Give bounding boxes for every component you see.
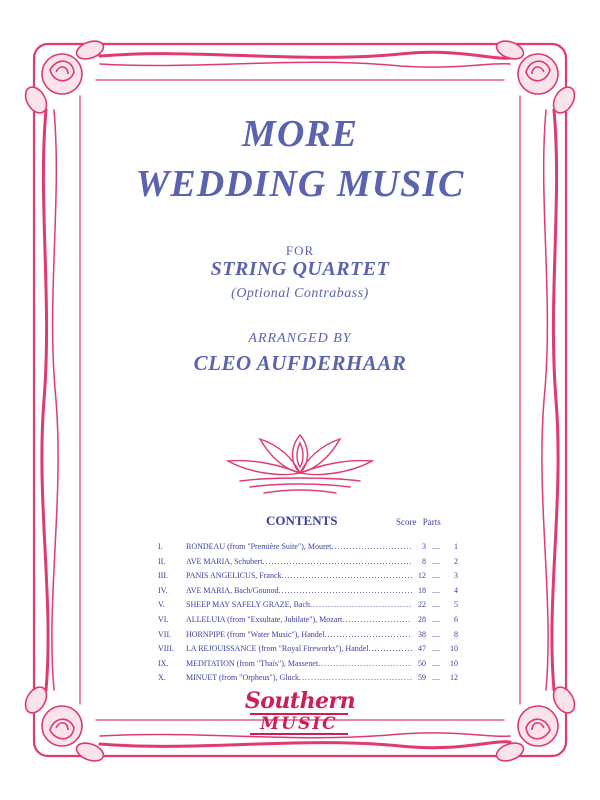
parts-page: 8	[454, 629, 458, 639]
score-parts-header: Score Parts	[396, 517, 441, 527]
dot-leader	[369, 644, 412, 653]
dot-separator	[426, 557, 446, 566]
movement-title: LA REJOUISSANCE (from "Royal Fireworks"), Handel	[186, 644, 369, 654]
contents-row	[158, 644, 458, 659]
movement-title: PANIS ANGELICUS, Franck	[186, 571, 282, 581]
movement-number: I.	[158, 542, 163, 551]
parts-page: 3	[454, 571, 458, 581]
parts-page: 4	[454, 585, 458, 595]
optional-instrument-label: (Optional Contrabass)	[231, 286, 369, 301]
dot-separator	[426, 673, 446, 682]
dot-separator	[426, 644, 446, 653]
publisher-logo-line2: MUSIC	[250, 713, 348, 735]
publisher-logo	[244, 688, 356, 740]
title-line-2: WEDDING MUSIC	[135, 163, 465, 205]
movement-number: IX.	[158, 658, 169, 668]
parts-page: 2	[454, 556, 458, 566]
movement-number: VII.	[158, 629, 172, 639]
publisher-logo-line1: Southern	[244, 688, 356, 714]
dot-separator	[426, 586, 446, 595]
dot-separator	[426, 630, 446, 639]
movement-title: MEDITATION (from "Thaïs"), Massenet	[186, 658, 319, 668]
arranger-name: CLEO AUFDERHAAR	[193, 351, 407, 375]
dot-separator	[426, 615, 446, 624]
score-page: 12	[418, 571, 426, 581]
contents-heading: CONTENTS	[266, 513, 338, 528]
movement-title: SHEEP MAY SAFELY GRAZE, Bach	[186, 600, 311, 610]
movement-number: IV.	[158, 585, 168, 595]
contents-row	[158, 542, 458, 557]
contents-row	[158, 630, 458, 645]
dot-separator	[426, 600, 446, 609]
contents-row	[158, 586, 458, 601]
contents-row	[158, 659, 458, 674]
parts-page: 5	[454, 600, 458, 610]
movement-title: RONDEAU (from "Première Suite"), Mouret	[186, 542, 332, 551]
contents-row	[158, 615, 458, 630]
score-page: 8	[422, 556, 426, 566]
ensemble-label: STRING QUARTET	[210, 258, 390, 280]
score-page: 3	[422, 542, 426, 551]
movement-number: VIII.	[158, 644, 174, 654]
contents-row	[158, 673, 458, 688]
parts-page: 10	[450, 658, 458, 668]
dot-leader	[325, 630, 412, 639]
movement-title: MINUET (from "Orpheus"), Gluck	[186, 673, 300, 683]
arranged-by-label: ARRANGED BY	[248, 331, 352, 346]
lotus-ornament-icon	[220, 425, 380, 505]
parts-page: 10	[450, 644, 458, 654]
score-page: 38	[418, 629, 426, 639]
title-line-1: MORE	[242, 113, 358, 155]
dot-separator	[426, 542, 446, 551]
contents-row	[158, 571, 458, 586]
movement-title: AVE MARIA, Bach/Gounod	[186, 585, 279, 595]
movement-number: II.	[158, 556, 166, 566]
movement-title: AVE MARIA, Schubert	[186, 556, 263, 566]
movement-title: HORNPIPE (from "Water Music"), Handel	[186, 629, 325, 639]
score-page: 22	[418, 600, 426, 610]
movement-title: ALLELUIA (from "Exsultate, Jubilate"), Mozart	[186, 614, 343, 624]
dot-leader	[279, 586, 412, 595]
score-page: 50	[418, 658, 426, 668]
parts-page: 12	[450, 673, 458, 683]
score-page: 18	[418, 585, 426, 595]
score-page: 28	[418, 614, 426, 624]
dot-leader	[318, 659, 412, 668]
dot-separator	[426, 571, 446, 580]
dot-leader	[310, 600, 412, 609]
movement-number: VI.	[158, 614, 169, 624]
contents-list	[158, 542, 458, 688]
parts-page: 6	[454, 614, 458, 624]
contents-row	[158, 557, 458, 572]
dot-separator	[426, 659, 446, 668]
movement-number: V.	[158, 600, 165, 610]
score-page: 47	[418, 644, 426, 654]
contents-row	[158, 600, 458, 615]
for-label: FOR	[285, 243, 315, 258]
score-page: 59	[418, 673, 426, 683]
dot-leader	[263, 557, 412, 566]
dot-leader	[299, 673, 412, 682]
dot-leader	[282, 571, 413, 580]
movement-number: X.	[158, 673, 166, 683]
movement-number: III.	[158, 571, 168, 581]
dot-leader	[331, 542, 412, 551]
dot-leader	[342, 615, 412, 624]
parts-page: 1	[454, 542, 458, 551]
